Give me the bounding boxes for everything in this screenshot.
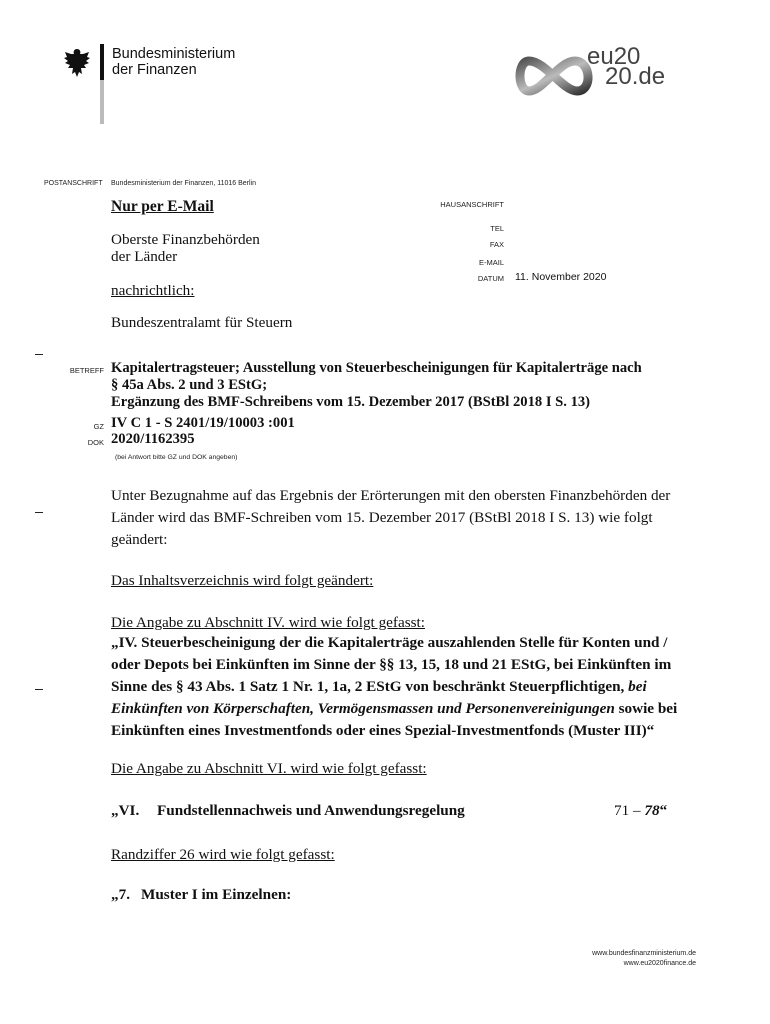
section6-range-end: 78 — [644, 802, 660, 819]
section4-text — [111, 632, 741, 742]
gz-value: IV C 1 - S 2401/19/10003 :001 — [111, 415, 295, 431]
eu2020-logo-text1: eu20 — [587, 43, 641, 70]
section6-range — [614, 800, 667, 822]
date-value: 11. November 2020 — [515, 271, 607, 283]
section4-line3 — [111, 676, 741, 698]
toc-heading: Das Inhaltsverzeichnis wird folgt geändert: — [111, 572, 374, 589]
section6-range-start: 71 – — [614, 802, 645, 819]
betreff-line2: § 45a Abs. 2 und 3 EStG; — [111, 377, 268, 393]
rz26-heading: Randziffer 26 wird wie folgt gefasst: — [111, 846, 335, 863]
fold-mark-3 — [35, 689, 43, 690]
reply-hint: (bei Antwort bitte GZ und DOK angeben) — [115, 454, 238, 461]
section4-line3-text: Sinne des § 43 Abs. 1 Satz 1 Nr. 1, 1a, 2 EStG von beschränkt Steuerpflichtigen, — [111, 678, 629, 695]
fax-label: FAX — [489, 240, 504, 249]
delivery-mode: Nur per E-Mail — [111, 198, 214, 215]
footer-url2[interactable]: www.eu2020finance.de — [623, 960, 696, 967]
section4-line4 — [111, 698, 741, 720]
section4-line5: Einkünften eines Investmentfonds oder eines Spezial-Investmentfonds (Muster III)“ — [111, 722, 655, 739]
postal-label: POSTANSCHRIFT — [44, 180, 103, 187]
datum-label: DATUM — [477, 274, 504, 283]
ministry-name-line1: Bundesministerium — [112, 46, 236, 62]
betreff-text — [111, 360, 731, 411]
section4-line1: „IV. Steuerbescheinigung der die Kapitalerträge auszahlenden Stelle für Konten und / — [111, 634, 668, 651]
section6-title: Fundstellennachweis und Anwendungsregelung — [157, 802, 465, 819]
section6-range-quote: “ — [659, 802, 668, 819]
recipient-line2: der Länder — [111, 248, 178, 265]
postal-address: Bundesministerium der Finanzen, 11016 Berlin — [111, 180, 257, 187]
ministry-name-line2: der Finanzen — [112, 62, 197, 78]
intro-line2: Länder wird das BMF-Schreiben vom 15. Dezember 2017 (BStBl 2018 I S. 13) wie folgt — [111, 509, 653, 526]
gz-label: GZ — [93, 422, 104, 431]
betreff-label: BETREFF — [69, 366, 104, 375]
section4-line4-text: sowie bei — [614, 700, 678, 717]
section4-heading: Die Angabe zu Abschnitt IV. wird wie folgt gefasst: — [111, 614, 425, 631]
eu2020-logo-text2: 20.de — [605, 63, 666, 90]
footer-url1[interactable]: www.bundesfinanzministerium.de — [592, 950, 696, 957]
recipient-line1: Oberste Finanzbehörden — [111, 231, 260, 248]
rz26-title: Muster I im Einzelnen: — [141, 886, 292, 903]
dok-label: DOK — [87, 438, 104, 447]
tel-label: TEL — [490, 224, 504, 233]
section6-number: „VI. — [111, 802, 140, 819]
ministry-divider — [100, 44, 104, 124]
betreff-line1: Kapitalertragsteuer; Ausstellung von Steuerbescheinigungen für Kapitalerträge nach — [111, 360, 642, 376]
hausanschrift-label: HAUSANSCHRIFT — [440, 200, 504, 209]
cc-label: nachrichtlich: — [111, 282, 195, 299]
rz26-number: „7. — [111, 886, 130, 903]
section6-heading: Die Angabe zu Abschnitt VI. wird wie folgt gefasst: — [111, 760, 427, 777]
section4-line2: oder Depots bei Einkünften im Sinne der §§ 13, 15, 18 und 21 EStG, bei Einkünften im — [111, 656, 672, 673]
cc-recipient: Bundeszentralamt für Steuern — [111, 314, 293, 331]
fold-mark-2 — [35, 512, 43, 513]
section4-line3-italic: bei — [628, 678, 647, 695]
federal-eagle-logo — [62, 46, 92, 84]
section4-line4-italic: Einkünften von Körperschaften, Vermögensmassen und Personenvereinigungen — [111, 700, 615, 717]
intro-paragraph — [111, 485, 731, 551]
fold-mark-1 — [35, 354, 43, 355]
betreff-line3: Ergänzung des BMF-Schreibens vom 15. Dezember 2017 (BStBl 2018 I S. 13) — [111, 394, 591, 410]
email-label: E-MAIL — [478, 258, 504, 267]
intro-line1: Unter Bezugnahme auf das Ergebnis der Erörterungen mit den obersten Finanzbehörden der — [111, 487, 671, 504]
ministry-name — [112, 46, 235, 78]
dok-value: 2020/1162395 — [111, 431, 195, 447]
eu2020-logo — [515, 44, 685, 114]
intro-line3: geändert: — [111, 531, 168, 548]
